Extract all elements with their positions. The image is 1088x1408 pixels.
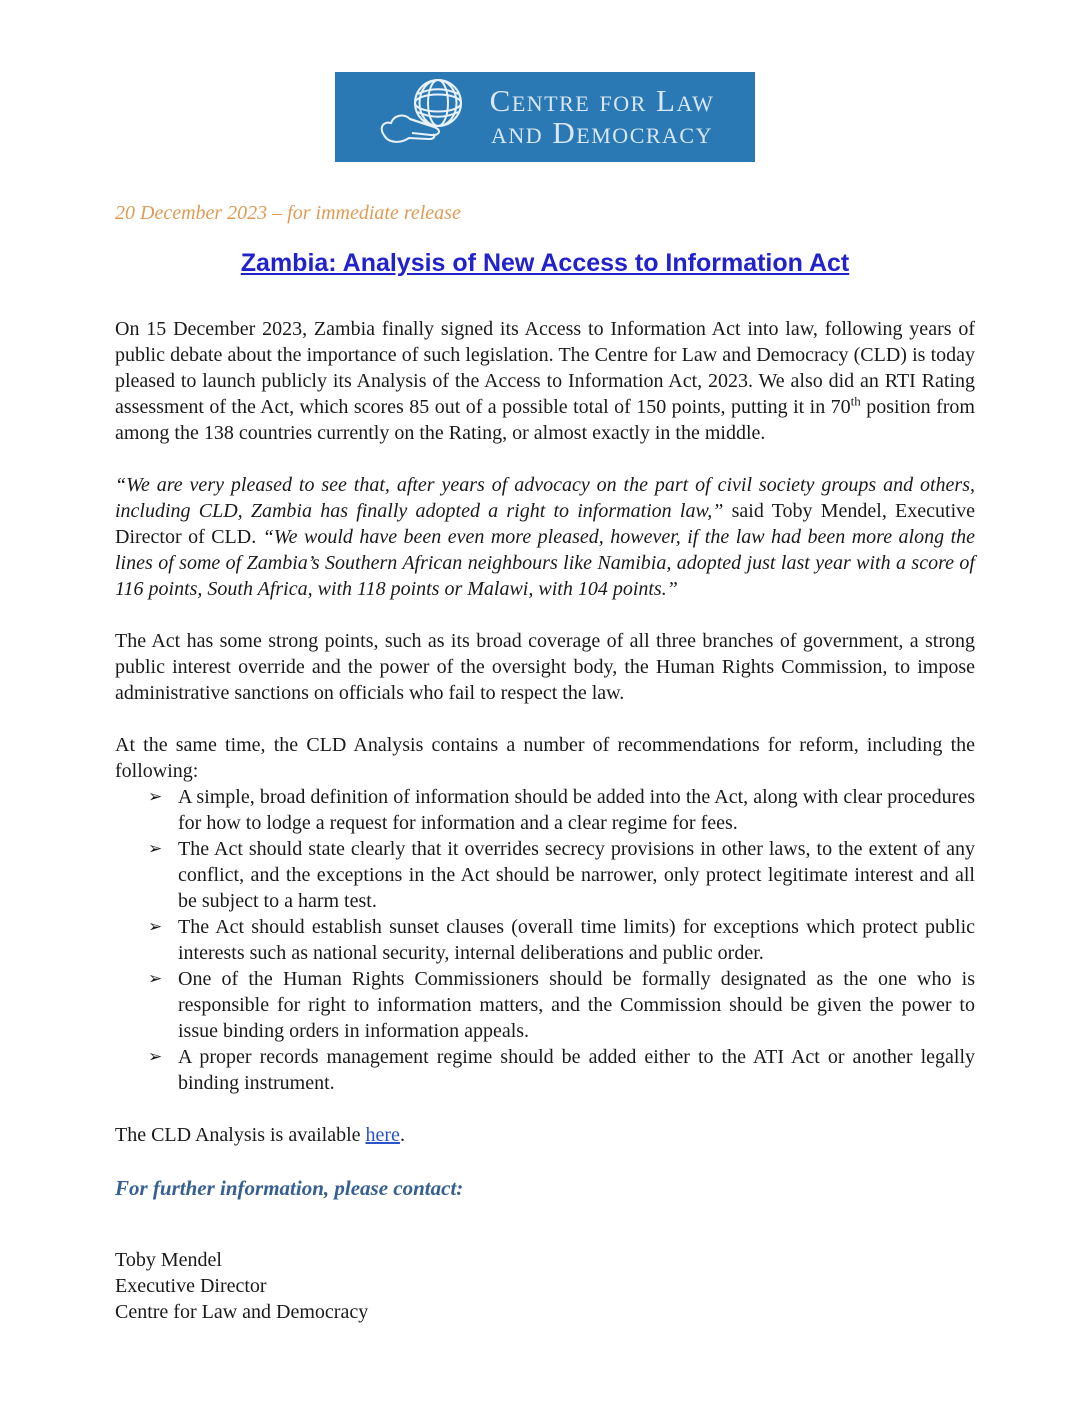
logo-line-2: and Democracy	[491, 115, 713, 150]
arrow-bullet-icon: ➢	[148, 787, 163, 806]
availability-line	[115, 1122, 975, 1148]
list-item	[115, 784, 975, 836]
list-item	[115, 1044, 975, 1096]
quote-part-1: “We are very pleased to see that, after years of advocacy on the part of civil society groups and others, including CLD, Zambia has finally adopted a right to information law,”	[115, 474, 975, 522]
list-item	[115, 966, 975, 1044]
hand-holding-globe-icon	[376, 75, 480, 160]
paragraph-intro	[115, 316, 975, 446]
availability-text-before: The CLD Analysis is available	[115, 1124, 366, 1146]
paragraph-intro-text-cont: position from among the 138 countries currently on the Rating, or almost exactly in the middle.	[115, 396, 975, 444]
dateline: 20 December 2023 – for immediate release	[115, 202, 461, 224]
paragraph-intro-text: On 15 December 2023, Zambia finally signed its Access to Information Act into law, following years of public debate about the importance of such legislation. The Centre for Law and Democracy (CLD) is today pleased to launch publicly its Analysis of the Access to Information Act, 2023. We also did an RTI Rating assessment of the Act, which scores 85 out of a possible total of 150 points, putting it in 70	[115, 318, 975, 418]
list-item-text: The Act should establish sunset clauses (overall time limits) for exceptions which protect public interests such as national security, internal deliberations and public order.	[178, 916, 975, 964]
ordinal-superscript: th	[850, 393, 861, 409]
list-item	[115, 914, 975, 966]
contact-role: Executive Director	[115, 1275, 267, 1297]
contact-block	[115, 1247, 975, 1325]
contact-organization: Centre for Law and Democracy	[115, 1301, 369, 1323]
quote-part-2: “We would have been even more pleased, however, if the law had been more along the lines of some of Zambia’s Southern African neighbours like Namibia, adopted just last year with a score of 116 points, South Africa, with 118 points or Malawi, with 104 points.”	[115, 526, 976, 600]
availability-text-after: .	[399, 1124, 405, 1146]
arrow-bullet-icon: ➢	[148, 917, 163, 936]
arrow-bullet-icon: ➢	[148, 839, 163, 858]
list-item-text: One of the Human Rights Commissioners should be formally designated as the one who is responsible for right to information matters, and the Commission should be given the power to issue binding orders in information appeals.	[178, 968, 975, 1042]
document-title[interactable]: Zambia: Analysis of New Access to Information Act	[240, 249, 850, 277]
arrow-bullet-icon: ➢	[148, 969, 163, 988]
contact-name: Toby Mendel	[115, 1249, 222, 1271]
logo-line-1: Centre for Law	[489, 83, 715, 119]
list-item-text: The Act should state clearly that it overrides secrecy provisions in other laws, to the extent of any conflict, and the exceptions in the Act should be narrower, only protect legitimate interest and all be subject to a harm test.	[178, 838, 975, 912]
list-item-text: A proper records management regime should be added either to the ATI Act or another legally binding instrument.	[178, 1046, 975, 1094]
analysis-link[interactable]: here	[365, 1124, 400, 1146]
list-item	[115, 836, 975, 914]
paragraph-quote	[115, 472, 975, 602]
paragraph-strong-points: The Act has some strong points, such as its broad coverage of all three branches of government, a strong public interest override and the power of the oversight body, the Human Rights Commission, to impose administrative sanctions on officials who fail to respect the law.	[115, 630, 975, 704]
logo-wordmark	[490, 85, 715, 149]
quote-attribution: said Toby Mendel, Executive Director of CLD.	[115, 500, 976, 548]
recommendations-list	[115, 784, 975, 1096]
contact-heading: For further information, please contact:	[115, 1176, 464, 1200]
arrow-bullet-icon: ➢	[148, 1047, 163, 1066]
cld-logo	[335, 72, 755, 162]
list-item-text: A simple, broad definition of information should be added into the Act, along with clear procedures for how to lodge a request for information and a clear regime for fees.	[178, 786, 975, 834]
paragraph-recommendations-intro: At the same time, the CLD Analysis contains a number of recommendations for reform, including the following:	[115, 734, 975, 782]
